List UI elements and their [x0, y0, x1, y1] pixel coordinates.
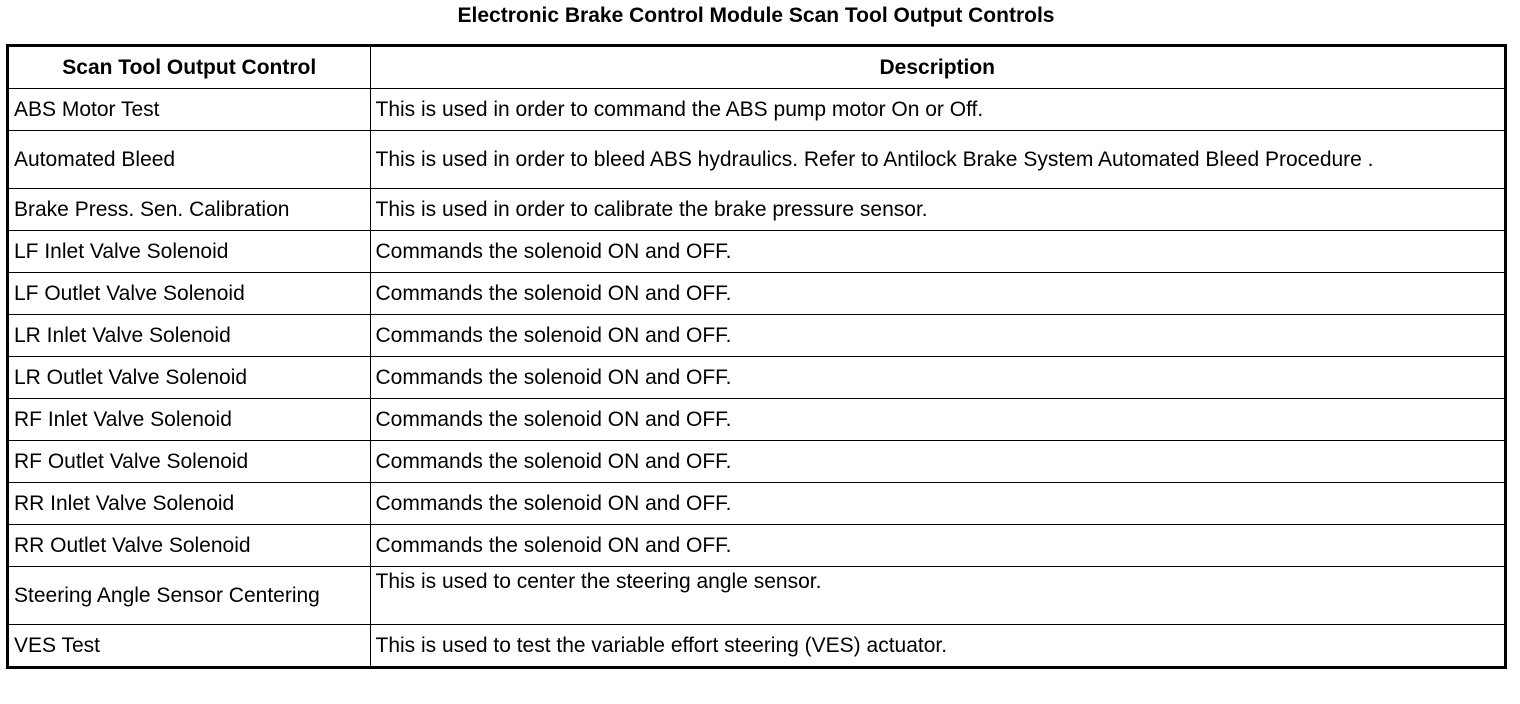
document-title: Electronic Brake Control Module Scan Tool Output Controls	[457, 4, 1055, 27]
header-description: Description	[370, 47, 1504, 89]
table-row	[9, 89, 1504, 131]
table-header-row	[9, 47, 1504, 89]
description-cell: Commands the solenoid ON and OFF.	[370, 315, 1504, 357]
description-cell: This is used to center the steering angle sensor.	[370, 567, 1504, 625]
output-controls-table	[6, 44, 1507, 669]
table-row	[9, 567, 1504, 625]
description-cell: Commands the solenoid ON and OFF.	[370, 357, 1504, 399]
output-control-cell: LF Outlet Valve Solenoid	[9, 273, 370, 315]
table-row	[9, 483, 1504, 525]
output-control-cell: VES Test	[9, 625, 370, 667]
table-row	[9, 189, 1504, 231]
output-control-cell: Automated Bleed	[9, 131, 370, 189]
description-cell: This is used to test the variable effort steering (VES) actuator.	[370, 625, 1504, 667]
description-cell: Commands the solenoid ON and OFF.	[370, 399, 1504, 441]
table-row	[9, 399, 1504, 441]
table-row	[9, 441, 1504, 483]
output-control-cell: Brake Press. Sen. Calibration	[9, 189, 370, 231]
table-row	[9, 525, 1504, 567]
output-control-cell: RF Inlet Valve Solenoid	[9, 399, 370, 441]
output-control-cell: LR Outlet Valve Solenoid	[9, 357, 370, 399]
table-row	[9, 273, 1504, 315]
header-output-control: Scan Tool Output Control	[9, 47, 370, 89]
table-row	[9, 357, 1504, 399]
description-cell: Commands the solenoid ON and OFF.	[370, 525, 1504, 567]
table-row	[9, 131, 1504, 189]
output-control-cell: ABS Motor Test	[9, 89, 370, 131]
description-cell: This is used in order to calibrate the brake pressure sensor.	[370, 189, 1504, 231]
table-row	[9, 231, 1504, 273]
table-row	[9, 315, 1504, 357]
description-cell: Commands the solenoid ON and OFF.	[370, 231, 1504, 273]
output-control-cell: LF Inlet Valve Solenoid	[9, 231, 370, 273]
description-cell: Commands the solenoid ON and OFF.	[370, 441, 1504, 483]
table-row	[9, 625, 1504, 667]
description-cell: This is used in order to command the ABS pump motor On or Off.	[370, 89, 1504, 131]
output-control-cell: LR Inlet Valve Solenoid	[9, 315, 370, 357]
description-cell: Commands the solenoid ON and OFF.	[370, 273, 1504, 315]
output-control-cell: Steering Angle Sensor Centering	[9, 567, 370, 625]
output-control-cell: RR Inlet Valve Solenoid	[9, 483, 370, 525]
output-control-cell: RR Outlet Valve Solenoid	[9, 525, 370, 567]
output-control-cell: RF Outlet Valve Solenoid	[9, 441, 370, 483]
description-cell: Commands the solenoid ON and OFF.	[370, 483, 1504, 525]
description-cell: This is used in order to bleed ABS hydraulics. Refer to Antilock Brake System Automated Bleed Procedure .	[370, 131, 1504, 189]
